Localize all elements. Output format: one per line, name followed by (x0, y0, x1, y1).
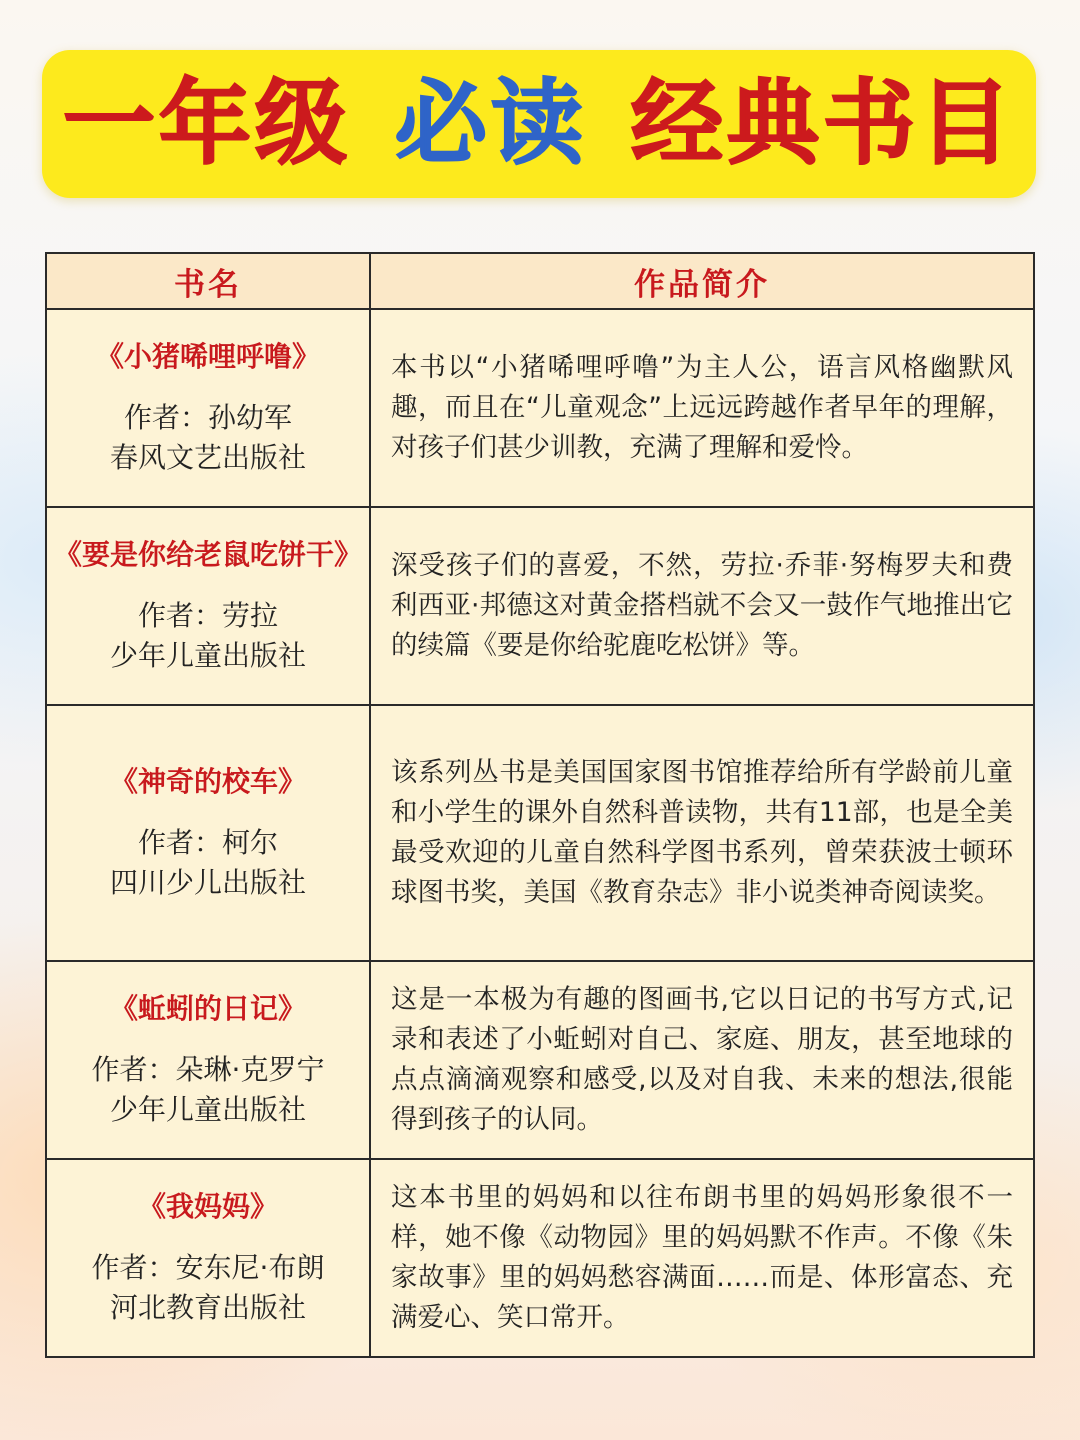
book-title: 《蚯蚓的日记》 (109, 992, 306, 1025)
book-description: 深受孩子们的喜爱，不然，劳拉·乔菲·努梅罗夫和费利西亚·邦德这对黄金搭档就不会又一鼓作气地推出它的续篇《要是你给驼鹿吃松饼》等。 (370, 507, 1034, 705)
title-classic-books: 经典书目 (631, 70, 1016, 177)
book-title: 《我妈妈》 (137, 1190, 278, 1223)
table-row (46, 507, 1034, 705)
book-publisher: 少年儿童出版社 (109, 639, 306, 672)
book-author: 作者：孙幼军 (123, 401, 292, 434)
table-row (46, 705, 1034, 961)
book-info-cell (46, 507, 370, 705)
title-grade: 一年级 (62, 70, 351, 177)
book-description: 这是一本极为有趣的图画书,它以日记的书写方式,记录和表述了小蚯蚓对自己、家庭、朋友，甚至地球的点点滴滴观察和感受,以及对自我、未来的想法,很能得到孩子的认同。 (370, 961, 1034, 1159)
book-description: 这本书里的妈妈和以往布朗书里的妈妈形象很不一样，她不像《动物园》里的妈妈默不作声。不像《朱家故事》里的妈妈愁容满面……而是、体形富态、充满爱心、笑口常开。 (370, 1159, 1034, 1357)
table-header-row (46, 253, 1034, 309)
book-info-cell (46, 961, 370, 1159)
book-description: 本书以“小猪唏哩呼噜”为主人公，语言风格幽默风趣，而且在“儿童观念”上远远跨越作者早年的理解，对孩子们甚少训教，充满了理解和爱怜。 (370, 309, 1034, 507)
title-banner (42, 50, 1036, 198)
book-publisher: 河北教育出版社 (109, 1291, 306, 1324)
book-title: 《神奇的校车》 (109, 765, 306, 798)
book-title: 《要是你给老鼠吃饼干》 (53, 538, 362, 571)
book-title: 《小猪唏哩呼噜》 (95, 340, 320, 373)
book-author: 作者：安东尼·布朗 (91, 1251, 325, 1284)
book-author: 作者：柯尔 (137, 826, 278, 859)
column-header-summary: 作品简介 (370, 253, 1034, 309)
book-description: 该系列丛书是美国国家图书馆推荐给所有学龄前儿童和小学生的课外自然科普读物，共有11部，也是全美最受欢迎的儿童自然科学图书系列，曾荣获波士顿环球图书奖，美国《教育杂志》非小说类神奇阅读奖。 (370, 705, 1034, 961)
book-author: 作者：朵琳·克罗宁 (91, 1053, 325, 1086)
column-header-book-name: 书名 (46, 253, 370, 309)
table-row (46, 1159, 1034, 1357)
book-info-cell (46, 705, 370, 961)
title-must-read: 必读 (394, 70, 587, 177)
book-info-cell (46, 309, 370, 507)
book-list-table (45, 252, 1035, 1358)
book-info-cell (46, 1159, 370, 1357)
book-author: 作者：劳拉 (137, 599, 278, 632)
book-publisher: 少年儿童出版社 (109, 1093, 306, 1126)
book-publisher: 四川少儿出版社 (109, 866, 306, 899)
table-row (46, 961, 1034, 1159)
book-publisher: 春风文艺出版社 (109, 441, 306, 474)
table-row (46, 309, 1034, 507)
